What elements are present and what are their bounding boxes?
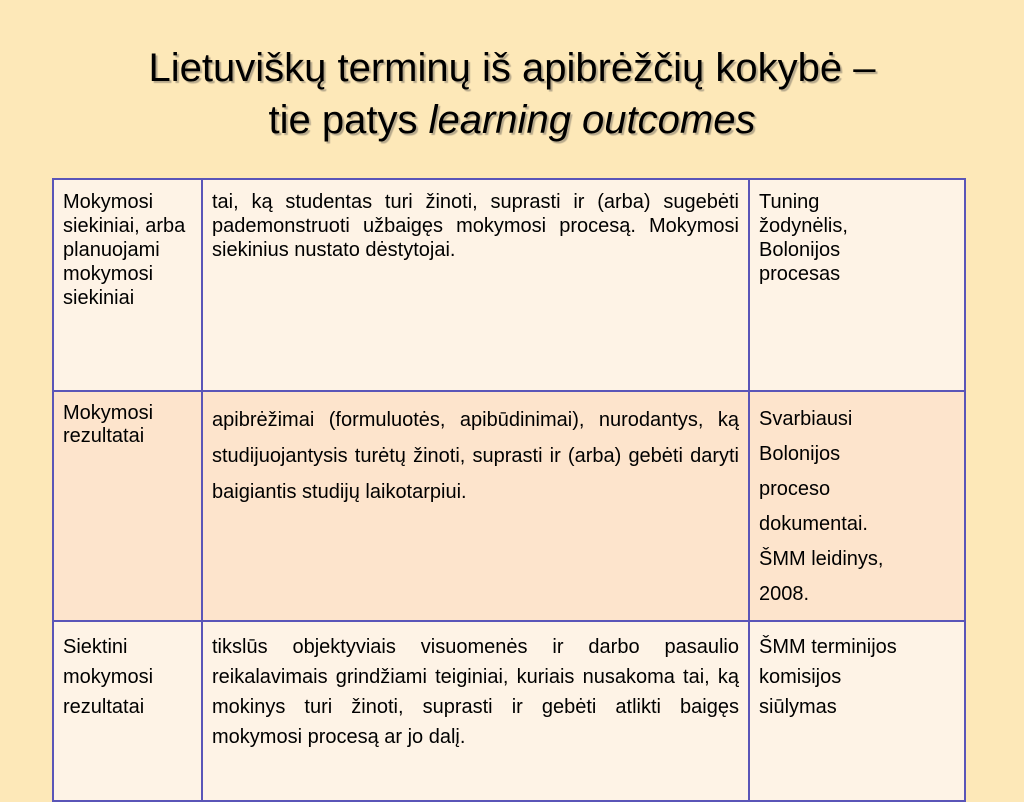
source-line: 2008. bbox=[759, 583, 810, 605]
source-line: Bolonijos bbox=[759, 443, 841, 465]
source-line: žodynėlis, bbox=[759, 215, 848, 237]
source-cell bbox=[749, 621, 965, 801]
table-row bbox=[53, 621, 965, 801]
definition-cell: tai, ką studentas turi žinoti, suprasti ir (arba) sugebėti pademonstruoti užbaigęs mokymosi procesą. Mokymosi siekinius nustato dėstytojai. bbox=[202, 179, 749, 391]
source-cell bbox=[749, 391, 965, 621]
term-cell: Mokymosi siekiniai, arba planuojami mokymosi siekiniai bbox=[53, 179, 202, 391]
term-cell: Siektini mokymosi rezultatai bbox=[53, 621, 202, 801]
table-row bbox=[53, 391, 965, 621]
title-line-2-italic: learning outcomes bbox=[428, 98, 756, 142]
source-line: komisijos bbox=[759, 666, 842, 688]
term-cell: Mokymosi rezultatai bbox=[53, 391, 202, 621]
source-line: proceso bbox=[759, 478, 831, 500]
title-line-2-plain: tie patys bbox=[268, 98, 429, 142]
source-line: siūlymas bbox=[759, 696, 837, 718]
source-cell bbox=[749, 179, 965, 391]
source-line: Bolonijos bbox=[759, 239, 841, 261]
terms-table bbox=[52, 178, 966, 802]
source-line: procesas bbox=[759, 263, 841, 285]
definition-cell: apibrėžimai (formuluotės, apibūdinimai), nurodantys, ką studijuojantysis turėtų žinoti, suprasti ir (arba) gebėti daryti baigiantis studijų laikotarpiui. bbox=[202, 391, 749, 621]
source-line: Svarbiausi bbox=[759, 408, 853, 430]
source-line: Tuning bbox=[759, 191, 820, 213]
source-line: dokumentai. bbox=[759, 513, 868, 535]
definition-cell: tikslūs objektyviais visuomenės ir darbo pasaulio reikalavimais grindžiami teiginiai, kuriais nusakoma tai, ką mokinys turi žinoti, suprasti ir gebėti atlikti baigęs mokymosi procesą ar jo dalį. bbox=[202, 621, 749, 801]
slide-title bbox=[0, 42, 1024, 146]
table-row bbox=[53, 179, 965, 391]
source-line: ŠMM terminijos bbox=[759, 636, 897, 658]
title-line-2 bbox=[0, 94, 1024, 146]
title-line-1: Lietuviškų terminų iš apibrėžčių kokybė – bbox=[148, 46, 876, 90]
source-line: ŠMM leidinys, bbox=[759, 548, 884, 570]
